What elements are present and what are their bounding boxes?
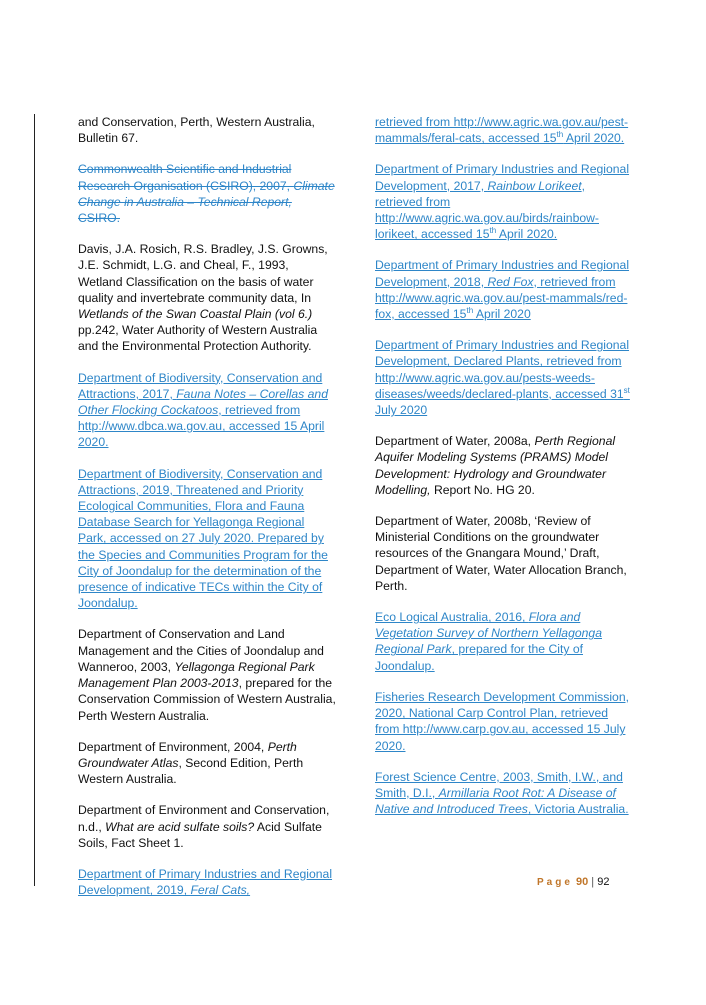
left-column	[78, 114, 336, 913]
reference-entry: Department of Conservation and Land Management and the Cities of Joondalup and Wanneroo, 2003, Yellagonga Regional Park Management Plan 2003-2013, prepared for the Conservation Commission of Western Australia, Perth Western Australia.	[78, 627, 336, 723]
reference-entry: and Conservation, Perth, Western Australia, Bulletin 67.	[78, 115, 315, 146]
reference-link-entry[interactable]: Department of Biodiversity, Conservation and Attractions, 2017, Fauna Notes – Corellas and Other Flocking Cockatoos, retrieved from http://www.dbca.wa.gov.au, accessed 15 April 2020.	[78, 370, 328, 450]
total-page-count: 92	[597, 876, 610, 888]
reference-link-entry[interactable]: Department of Primary Industries and Regional Development, 2018, Red Fox, retrieved from http://www.agric.wa.gov.au/pest-mammals/red-fox, accessed 15th April 2020	[375, 258, 630, 322]
reference-entry: Department of Environment and Conservation, n.d., What are acid sulfate soils? Acid Sulfate Soils, Fact Sheet 1.	[78, 803, 330, 850]
right-column	[375, 114, 633, 832]
page-number-footer	[537, 876, 609, 888]
reference-link-entry[interactable]: retrieved from http://www.agric.wa.gov.au/pest-mammals/feral-cats, accessed 15th April 2020.	[375, 115, 629, 146]
margin-change-bar	[34, 114, 35, 886]
current-page-number: 90	[575, 876, 589, 888]
page-separator: |	[591, 876, 595, 888]
reference-entry-deleted: Commonwealth Scientific and Industrial Research Organisation (CSIRO), 2007, Climate Change in Australia – Technical Report, CSIRO.	[78, 162, 335, 226]
reference-entry: Department of Water, 2008a, Perth Regional Aquifer Modeling Systems (PRAMS) Model Development: Hydrology and Groundwater Modelling, Report No. HG 20.	[375, 434, 616, 497]
page-label: Page	[537, 877, 573, 888]
reference-link-entry[interactable]: Eco Logical Australia, 2016, Flora and Vegetation Survey of Northern Yellagonga Regional Park, prepared for the City of Joondalup.	[375, 610, 602, 673]
reference-link-entry[interactable]: Forest Science Centre, 2003, Smith, I.W., and Smith, D.I., Armillaria Root Rot: A Disease of Native and Introduced Trees, Victoria Australia.	[375, 769, 629, 817]
reference-link-entry[interactable]: Fisheries Research Development Commission, 2020, National Carp Control Plan, retrieved from http://www.carp.gov.au, accessed 15 July 2020.	[375, 689, 629, 753]
reference-entry: Davis, J.A. Rosich, R.S. Bradley, J.S. Growns, J.E. Schmidt, L.G. and Cheal, F., 1993, Wetland Classification on the basis of water quality and invertebrate community data, In Wetlands of the Swan Coastal Plain (vol 6.) pp.242, Water Authority of Western Australia and the Environmental Protection Authority.	[78, 242, 328, 354]
reference-link-entry[interactable]: Department of Primary Industries and Regional Development, Declared Plants, retrieved from http://www.agric.wa.gov.au/pests-weeds-diseases/weeds/declared-plants, accessed 31st July 2020	[375, 338, 630, 418]
reference-entry: Department of Environment, 2004, Perth Groundwater Atlas, Second Edition, Perth Western Australia.	[78, 739, 304, 787]
reference-link-entry[interactable]: Department of Primary Industries and Regional Development, 2017, Rainbow Lorikeet, retrieved from http://www.agric.wa.gov.au/birds/rainbow-lorikeet, accessed 15th April 2020.	[375, 162, 630, 242]
reference-link-entry[interactable]: Department of Biodiversity, Conservation and Attractions, 2019, Threatened and Priority Ecological Communities, Flora and Fauna Database Search for Yellagonga Regional Park, accessed on 27 July 2020. Prepared by the Species and Communities Program for the City of Joondalup for the determination of the presence of indicative TECs within the City of Joondalup.	[78, 466, 328, 611]
reference-link-entry[interactable]: Department of Primary Industries and Regional Development, 2019, Feral Cats,	[78, 866, 333, 898]
reference-entry: Department of Water, 2008b, ‘Review of Ministerial Conditions on the groundwater resources of the Gnangara Mound,’ Draft, Department of Water, Water Allocation Branch, Perth.	[375, 514, 627, 593]
